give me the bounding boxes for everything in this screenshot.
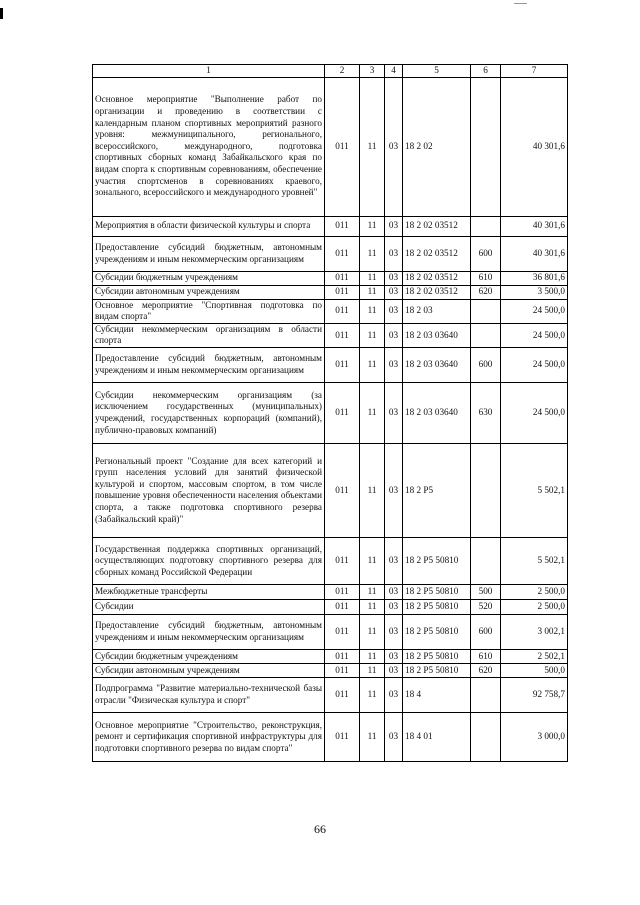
- cell-col-subsection: 03: [385, 271, 403, 285]
- cell-col-ministry: 011: [325, 677, 360, 712]
- cell-col-section: 11: [360, 271, 385, 285]
- cell-col-section: 11: [360, 323, 385, 347]
- cell-col-target-article: 18 2 02 03512: [403, 236, 471, 271]
- cell-col-expense-type: [471, 77, 501, 216]
- cell-col-target-article: 18 2 03: [403, 299, 471, 323]
- table-row: [93, 77, 568, 216]
- table-row: [93, 443, 568, 537]
- cell-col-ministry: 011: [325, 663, 360, 677]
- cell-col-name: Субсидии некоммерческим организациям (за исключением государственных (муниципальных) учреждений, государственных корпораций (компаний), публично-правовых компаний): [93, 382, 325, 443]
- cell-col-name: Предоставление субсидий бюджетным, автономным учреждениям и иным некоммерческим организациям: [93, 614, 325, 649]
- cell-col-ministry: 011: [325, 236, 360, 271]
- cell-col-section: 11: [360, 382, 385, 443]
- cell-col-amount: 3 000,0: [501, 712, 568, 761]
- cell-col-expense-type: [471, 677, 501, 712]
- cell-col-expense-type: [471, 216, 501, 236]
- cell-col-ministry: 011: [325, 599, 360, 614]
- cell-col-name: Субсидии автономным учреждениям: [93, 285, 325, 299]
- cell-col-ministry: 011: [325, 712, 360, 761]
- cell-col-amount: 24 500,0: [501, 323, 568, 347]
- cell-col-subsection: 03: [385, 599, 403, 614]
- cell-col-target-article: 18 4: [403, 677, 471, 712]
- cell-col-subsection: 03: [385, 347, 403, 382]
- table-row: [93, 584, 568, 599]
- cell-col-subsection: 03: [385, 443, 403, 537]
- cell-col-ministry: 011: [325, 77, 360, 216]
- cell-col-section: 11: [360, 677, 385, 712]
- cell-col-expense-type: 600: [471, 614, 501, 649]
- cell-col-name: Субсидии бюджетным учреждениям: [93, 271, 325, 285]
- cell-col-name: Субсидии некоммерческим организациям в области спорта: [93, 323, 325, 347]
- table-row: [93, 299, 568, 323]
- table-row: [93, 649, 568, 663]
- cell-col-subsection: 03: [385, 323, 403, 347]
- table-row: [93, 236, 568, 271]
- table-row: [93, 323, 568, 347]
- cell-col-target-article: 18 2 02: [403, 77, 471, 216]
- cell-col-section: 11: [360, 712, 385, 761]
- cell-col-target-article: 18 2 P5 50810: [403, 649, 471, 663]
- cell-col-ministry: 011: [325, 537, 360, 584]
- cell-col-ministry: 011: [325, 382, 360, 443]
- cell-col-expense-type: 600: [471, 236, 501, 271]
- cell-col-subsection: 03: [385, 285, 403, 299]
- cell-col-amount: 24 500,0: [501, 382, 568, 443]
- cell-col-expense-type: [471, 537, 501, 584]
- budget-table: [92, 64, 568, 762]
- cell-col-section: 11: [360, 584, 385, 599]
- cell-col-amount: 40 301,6: [501, 77, 568, 216]
- cell-col-expense-type: [471, 712, 501, 761]
- table-row: [93, 271, 568, 285]
- cell-col-amount: 92 758,7: [501, 677, 568, 712]
- header-col-name: 1: [93, 65, 325, 78]
- cell-col-subsection: 03: [385, 77, 403, 216]
- cell-col-name: Предоставление субсидий бюджетным, автономным учреждениям и иным некоммерческим организациям: [93, 236, 325, 271]
- table-row: [93, 663, 568, 677]
- cell-col-ministry: 011: [325, 443, 360, 537]
- cell-col-name: Субсидии автономным учреждениям: [93, 663, 325, 677]
- cell-col-target-article: 18 2 P5 50810: [403, 584, 471, 599]
- header-col-ministry: 2: [325, 65, 360, 78]
- cell-col-target-article: 18 2 P5 50810: [403, 537, 471, 584]
- cell-col-subsection: 03: [385, 299, 403, 323]
- cell-col-subsection: 03: [385, 712, 403, 761]
- cell-col-expense-type: [471, 299, 501, 323]
- cell-col-name: Основное мероприятие "Строительство, реконструкция, ремонт и сертификация спортивной инфраструктуры для подготовки спортивного резерва по видам спорта": [93, 712, 325, 761]
- cell-col-subsection: 03: [385, 216, 403, 236]
- cell-col-ministry: 011: [325, 584, 360, 599]
- cell-col-expense-type: [471, 443, 501, 537]
- cell-col-expense-type: 620: [471, 285, 501, 299]
- header-col-amount: 7: [501, 65, 568, 78]
- cell-col-ministry: 011: [325, 216, 360, 236]
- cell-col-name: Основное мероприятие "Спортивная подготовка по видам спорта": [93, 299, 325, 323]
- cell-col-amount: 40 301,6: [501, 216, 568, 236]
- cell-col-amount: 3 500,0: [501, 285, 568, 299]
- cell-col-amount: 24 500,0: [501, 347, 568, 382]
- cell-col-section: 11: [360, 614, 385, 649]
- cell-col-amount: 2 500,0: [501, 599, 568, 614]
- cell-col-expense-type: 610: [471, 271, 501, 285]
- cell-col-section: 11: [360, 347, 385, 382]
- header-col-target-article: 5: [403, 65, 471, 78]
- cell-col-ministry: 011: [325, 285, 360, 299]
- page-number: 66: [314, 822, 326, 836]
- cell-col-section: 11: [360, 649, 385, 663]
- cell-col-name: Мероприятия в области физической культуры и спорта: [93, 216, 325, 236]
- header-col-subsection: 4: [385, 65, 403, 78]
- cell-col-name: Основное мероприятие "Выполнение работ по организации и проведению в соответствии с календарным планом спортивных мероприятий разного уровня: межмуниципального, регионального, всероссийского, международного, подготовка спортивных сборных команд Забайкальского края по видам спорта к спортивным соревнованиям, обеспечение участия спортсменов в соревнованиях краевого, зонального, всероссийского и международного уровней": [93, 77, 325, 216]
- cell-col-section: 11: [360, 216, 385, 236]
- cell-col-subsection: 03: [385, 584, 403, 599]
- cell-col-target-article: 18 2 02 03512: [403, 216, 471, 236]
- cell-col-expense-type: 600: [471, 347, 501, 382]
- cell-col-expense-type: 630: [471, 382, 501, 443]
- cell-col-amount: 2 502,1: [501, 649, 568, 663]
- header-col-section: 3: [360, 65, 385, 78]
- cell-col-name: Субсидии: [93, 599, 325, 614]
- cell-col-target-article: 18 4 01: [403, 712, 471, 761]
- cell-col-target-article: 18 2 03 03640: [403, 323, 471, 347]
- cell-col-subsection: 03: [385, 614, 403, 649]
- cell-col-section: 11: [360, 299, 385, 323]
- cell-col-name: Региональный проект "Создание для всех категорий и групп населения условий для занятий физической культурой и спортом, массовым спортом, в том числе повышение уровня обеспеченности населения объектами спорта, а также подготовка спортивного резерва (Забайкальский край)": [93, 443, 325, 537]
- cell-col-name: Государственная поддержка спортивных организаций, осуществляющих подготовку спортивного резерва для сборных команд Российской Федерации: [93, 537, 325, 584]
- cell-col-subsection: 03: [385, 537, 403, 584]
- cell-col-expense-type: [471, 323, 501, 347]
- cell-col-ministry: 011: [325, 323, 360, 347]
- cell-col-expense-type: 610: [471, 649, 501, 663]
- table-row: [93, 712, 568, 761]
- table-row: [93, 677, 568, 712]
- cell-col-amount: 2 500,0: [501, 584, 568, 599]
- table-row: [93, 216, 568, 236]
- scan-edge-mark: [0, 8, 3, 19]
- cell-col-amount: 24 500,0: [501, 299, 568, 323]
- cell-col-section: 11: [360, 537, 385, 584]
- cell-col-expense-type: 620: [471, 663, 501, 677]
- cell-col-target-article: 18 2 P5 50810: [403, 614, 471, 649]
- table-row: [93, 347, 568, 382]
- cell-col-amount: 3 002,1: [501, 614, 568, 649]
- cell-col-expense-type: 520: [471, 599, 501, 614]
- cell-col-target-article: 18 2 02 03512: [403, 271, 471, 285]
- table-row: [93, 537, 568, 584]
- table-row: [93, 599, 568, 614]
- cell-col-subsection: 03: [385, 382, 403, 443]
- cell-col-amount: 500,0: [501, 663, 568, 677]
- cell-col-name: Подпрограмма "Развитие материально-технической базы отрасли "Физическая культура и спорт": [93, 677, 325, 712]
- table-row: [93, 382, 568, 443]
- table-header-row: [93, 65, 568, 78]
- cell-col-target-article: 18 2 P5 50810: [403, 663, 471, 677]
- header-col-expense-type: 6: [471, 65, 501, 78]
- cell-col-subsection: 03: [385, 677, 403, 712]
- cell-col-ministry: 011: [325, 347, 360, 382]
- cell-col-target-article: 18 2 P5: [403, 443, 471, 537]
- cell-col-section: 11: [360, 285, 385, 299]
- cell-col-ministry: 011: [325, 614, 360, 649]
- cell-col-subsection: 03: [385, 649, 403, 663]
- cell-col-amount: 5 502,1: [501, 537, 568, 584]
- cell-col-target-article: 18 2 02 03512: [403, 285, 471, 299]
- cell-col-target-article: 18 2 P5 50810: [403, 599, 471, 614]
- cell-col-ministry: 011: [325, 649, 360, 663]
- cell-col-amount: 5 502,1: [501, 443, 568, 537]
- cell-col-subsection: 03: [385, 663, 403, 677]
- cell-col-ministry: 011: [325, 271, 360, 285]
- cell-col-subsection: 03: [385, 236, 403, 271]
- cell-col-section: 11: [360, 663, 385, 677]
- table-row: [93, 285, 568, 299]
- cell-col-section: 11: [360, 599, 385, 614]
- cell-col-name: Субсидии бюджетным учреждениям: [93, 649, 325, 663]
- cell-col-amount: 36 801,6: [501, 271, 568, 285]
- cell-col-section: 11: [360, 77, 385, 216]
- cell-col-section: 11: [360, 443, 385, 537]
- cell-col-target-article: 18 2 03 03640: [403, 382, 471, 443]
- cell-col-expense-type: 500: [471, 584, 501, 599]
- cell-col-target-article: 18 2 03 03640: [403, 347, 471, 382]
- cell-col-name: Предоставление субсидий бюджетным, автономным учреждениям и иным некоммерческим организациям: [93, 347, 325, 382]
- scan-top-dash: [514, 3, 527, 4]
- cell-col-amount: 40 301,6: [501, 236, 568, 271]
- cell-col-name: Межбюджетные трансферты: [93, 584, 325, 599]
- table-row: [93, 614, 568, 649]
- cell-col-ministry: 011: [325, 299, 360, 323]
- cell-col-section: 11: [360, 236, 385, 271]
